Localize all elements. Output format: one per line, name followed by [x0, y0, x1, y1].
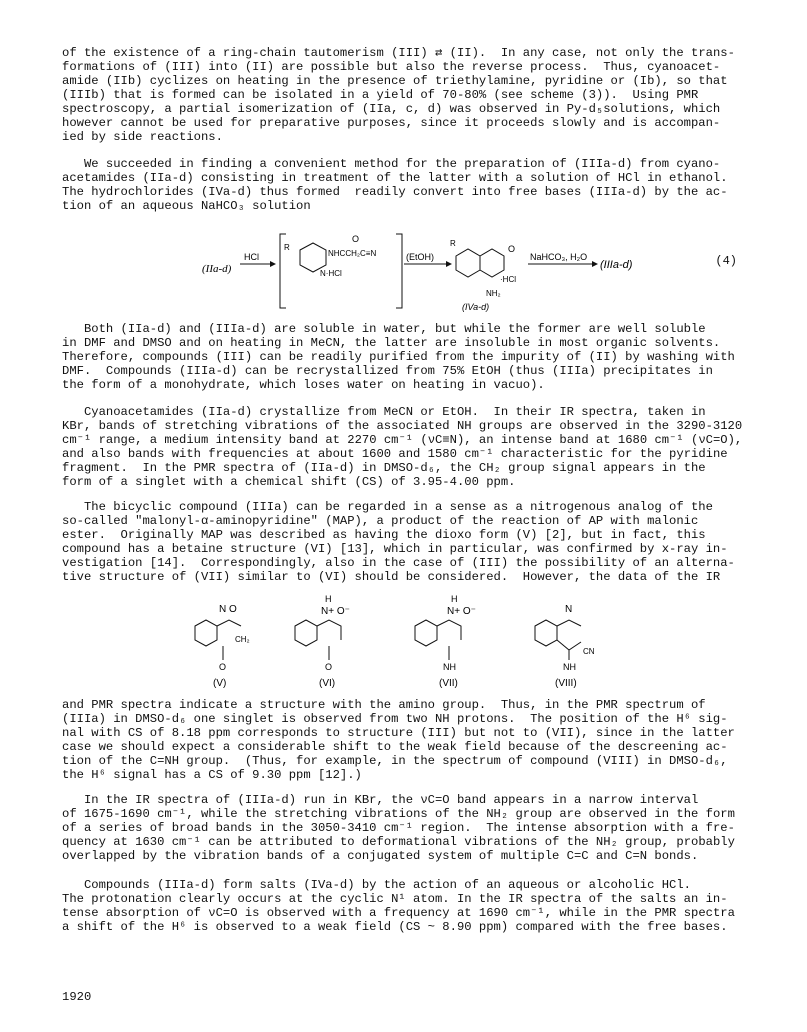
- text-line: (IIIb) that is formed can be isolated in a yield of 70-80% (see scheme (3)). Using PMR: [62, 88, 699, 102]
- text-line: tense absorption of νC=O is observed with a frequency at 1690 cm⁻¹, while in the PMR spectra: [62, 906, 735, 920]
- text-line: nal with CS of 8.18 ppm corresponds to structure (III) but not to (VII), since in the latter: [62, 726, 735, 740]
- text-line: spectroscopy, a partial isomerization of (IIa, c, d) was observed in Py-d₅solutions, which: [62, 102, 721, 116]
- scheme-product-label: (IVa-d): [462, 302, 490, 312]
- equation-number: (4): [715, 254, 737, 268]
- text-line: The bicyclic compound (IIIa) can be regarded in a sense as a nitrogenous analog of the: [62, 500, 713, 514]
- structure-vii-bottom: NH: [443, 662, 456, 672]
- scheme-end-label: (IIIa-d): [600, 259, 633, 271]
- structure-viii-label: (VIII): [555, 678, 577, 689]
- text-line: Compounds (IIIa-d) form salts (IVa-d) by the action of an aqueous or alcoholic HCl.: [62, 878, 691, 892]
- text-line: Cyanoacetamides (IIa-d) crystallize from MeCN or EtOH. In their IR spectra, taken in: [62, 405, 706, 419]
- structure-vii-h: H: [451, 594, 458, 604]
- text-line: of 1675-1690 cm⁻¹, while the stretching vibrations of the NH₂ group are observed in the form: [62, 807, 735, 821]
- pyrimidine-ring: [480, 249, 504, 277]
- scheme-reagent-etoh: (EtOH): [406, 252, 434, 262]
- structure-v-side: CH₂: [235, 635, 250, 644]
- text-line: however cannot be used for preparative purposes, since it proceeds slowly and is accompan-: [62, 116, 721, 130]
- structure-vii-top: N+ O⁻: [447, 606, 476, 617]
- text-line: a shift of the H⁶ is observed to a weak field (CS ~ 8.90 ppm) compared with the free bases.: [62, 920, 728, 934]
- text-line: quency at 1630 cm⁻¹ can be attributed to deformational vibrations of the NH₂ group, probably: [62, 835, 735, 849]
- structure-v: [195, 604, 250, 689]
- scheme-reagent-hcl: HCl: [244, 252, 259, 262]
- pyridine-ring-1: [300, 243, 326, 272]
- text-line: In the IR spectra of (IIIa-d) run in KBr, the νC=O band appears in a narrow interval: [62, 793, 699, 807]
- text-line: tion of the C=NH group. (Thus, for example, in the spectrum of compound (VIII) in DMSO-d₆,: [62, 754, 728, 768]
- text-line: acetamides (IIa-d) consisting in treatment of the latter with a solution of HCl in ethanol.: [62, 171, 728, 185]
- structure-vi-bottom: O: [325, 662, 333, 672]
- scheme-product-salt: ·HCl: [500, 275, 516, 284]
- text-line: Therefore, compounds (III) can be readily purified from the impurity of (II) by washing with: [62, 350, 735, 364]
- structure-vi-h: H: [325, 594, 332, 604]
- scheme-product-nh2: NH₂: [486, 289, 501, 298]
- structure-vi-label: (VI): [319, 678, 336, 689]
- scheme-product-o: O: [508, 244, 516, 254]
- scheme-start-label: (IIa-d): [202, 263, 232, 275]
- text-line: tive structure of (VII) similar to (VI) should be considered. However, the data of the IR: [62, 570, 721, 584]
- text-line: cm⁻¹ range, a medium intensity band at 2270 cm⁻¹ (νC≡N), an intense band at 1680 cm⁻¹ (νC=O),: [62, 433, 743, 447]
- text-line: the H⁶ signal has a CS of 9.30 ppm [12].): [62, 768, 362, 782]
- text-line: case we should expect a considerable shift to the weak field because of the descreening ac-: [62, 740, 728, 754]
- text-line: Both (IIa-d) and (IIIa-d) are soluble in water, but while the former are well soluble: [62, 322, 706, 336]
- text-line: (IIIa) in DMSO-d₆ one singlet is observed from two NH protons. The position of the H⁶ sig-: [62, 712, 728, 726]
- text-line: in DMF and DMSO and on heating in MeCN, the latter are insoluble in most organic solvents.: [62, 336, 721, 350]
- text-line: and also bands with frequencies at about 1600 and 1580 cm⁻¹ characteristic for the pyridine: [62, 447, 728, 461]
- text-line: of the existence of a ring-chain tautomerism (III) ⇄ (II). In any case, not only the trans-: [62, 46, 735, 60]
- structure-vi-top: N+ O⁻: [321, 606, 350, 617]
- text-line: KBr, bands of stretching vibrations of the associated NH groups are observed in the 3290-3120: [62, 419, 743, 433]
- text-line: The hydrochlorides (IVa-d) thus formed readily convert into free bases (IIIa-d) by the ac-: [62, 185, 728, 199]
- structure-viii: [535, 604, 595, 689]
- structure-vii-label: (VII): [439, 678, 458, 689]
- structure-vi: [295, 594, 350, 689]
- structures-v-viii: [185, 594, 625, 690]
- scheme-intermediate-r: R: [284, 243, 290, 252]
- text-line: formations of (III) into (II) are possible but also the reverse process. Thus, cyanoacet-: [62, 60, 721, 74]
- text-line: of a series of broad bands in the 3050-3410 cm⁻¹ region. The intense absorption with a fre-: [62, 821, 735, 835]
- scheme-intermediate-salt: N·HCl: [320, 269, 342, 278]
- text-line: We succeeded in finding a convenient method for the preparation of (IIIa-d) from cyano-: [62, 157, 721, 171]
- pyridine-ring-2: [456, 249, 480, 277]
- structure-v-top: N O: [219, 604, 237, 615]
- scheme-reagent-nahco3: NaHCO₃, H₂O: [530, 252, 588, 262]
- structure-viii-top: N: [565, 604, 573, 615]
- text-line: DMF. Compounds (IIIa-d) can be recrystallized from 75% EtOH (thus (IIIa) precipitates in: [62, 364, 713, 378]
- text-line: amide (IIb) cyclizes on heating in the presence of triethylamine, pyridine or (Ib), so that: [62, 74, 728, 88]
- text-line: overlapped by the vibration bands of a conjugated system of multiple C=C and C=N bonds.: [62, 849, 699, 863]
- structure-vii: [415, 594, 476, 689]
- scheme-intermediate-o: O: [352, 234, 360, 244]
- text-line: The protonation clearly occurs at the cyclic N¹ atom. In the IR spectra of the salts an in-: [62, 892, 728, 906]
- text-line: so-called "malonyl-α-aminopyridine" (MAP), a product of the reaction of AP with malonic: [62, 514, 699, 528]
- structure-viii-bottom: NH: [563, 662, 576, 672]
- structure-viii-side: CN: [583, 647, 595, 656]
- text-line: fragment. In the PMR spectra of (IIa-d) in DMSO-d₆, the CH₂ group signal appears in the: [62, 461, 706, 475]
- text-line: the form of a monohydrate, which loses water on heating in vacuo).: [62, 378, 545, 392]
- scheme-product-r: R: [450, 239, 456, 248]
- text-line: tion of an aqueous NaHCO₃ solution: [62, 199, 311, 213]
- text-line: compound has a betaine structure (VI) [13], which in particular, was confirmed by x-ray in-: [62, 542, 728, 556]
- text-line: and PMR spectra indicate a structure with the amino group. Thus, in the PMR spectrum of: [62, 698, 706, 712]
- structure-v-label: (V): [213, 678, 227, 689]
- page-number: 1920: [62, 990, 92, 1004]
- text-line: form of a singlet with a chemical shift (CS) of 3.95-4.00 ppm.: [62, 475, 516, 489]
- text-line: vestigation [14]. Correspondingly, also in the case of (III) the possibility of an alterna-: [62, 556, 735, 570]
- text-line: ester. Originally MAP was described as having the dioxo form (V) [2], but in fact, this: [62, 528, 706, 542]
- text-line: ied by side reactions.: [62, 130, 223, 144]
- scheme-intermediate-sub: NHCCH₂C≡N: [328, 249, 377, 258]
- reaction-scheme-4: [200, 230, 760, 320]
- structure-v-bottom: O: [219, 662, 227, 672]
